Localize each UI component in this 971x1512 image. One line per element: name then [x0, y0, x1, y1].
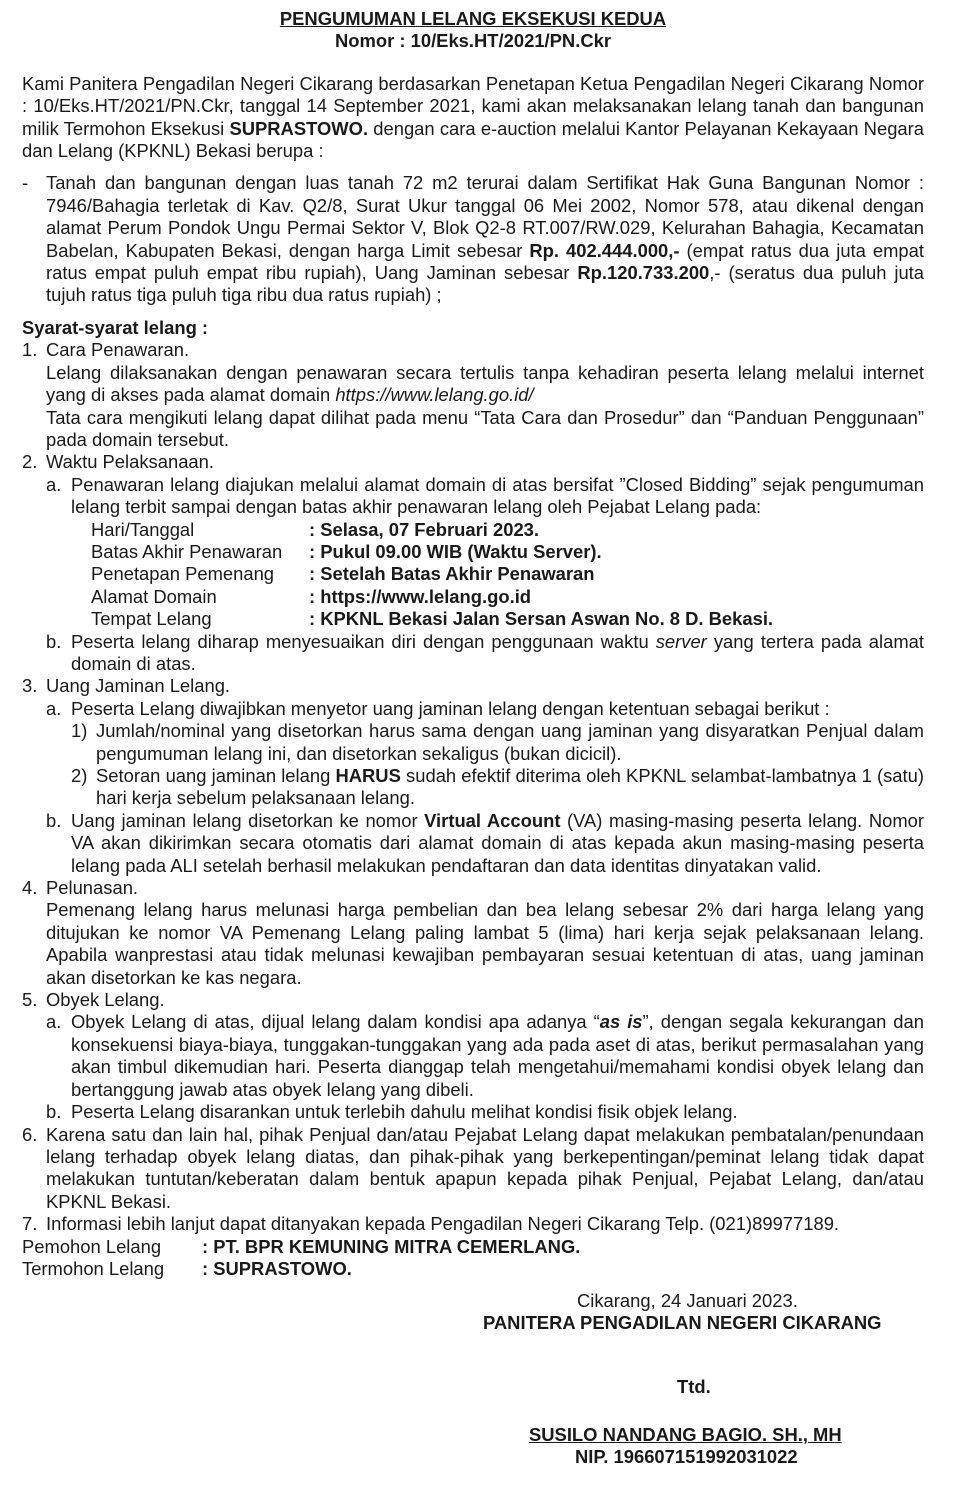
term-4-text: Pemenang lelang harus melunasi harga pembelian dan bea lelang sebesar 2% dari harga lelang yang ditujukan ke nomor VA Pemenang Lelang paling lambat 5 (lima) hari kerja sejak pelaksanaan lelang. Apabila wanprestasi atau tidak melunasi kewajiban pembayaran sesuai ketentuan di atas, uang jaminan akan disetorkan ke kas negara. — [46, 899, 924, 988]
term-5-title: Obyek Lelang. — [46, 989, 165, 1011]
term-2-title: Waktu Pelaksanaan. — [46, 451, 214, 473]
term-7-text: Informasi lebih lanjut dapat ditanyakan kepada Pengadilan Negeri Cikarang Telp. (021)89977189. — [46, 1213, 840, 1235]
term-4-title: Pelunasan. — [46, 877, 139, 899]
term-5a-text: Obyek Lelang di atas, dijual lelang dalam kondisi apa adanya “as is”, dengan segala kekurangan dan konsekuensi biaya-biaya, tunggakan-tunggakan yang ada pada aset di atas, berikut permasalahan yang akan timbul dikemudian hari. Peserta dianggap telah mengetahui/memahami kondisi obyek lelang dan bertanggung jawab atas obyek lelang yang dibeli. — [71, 1011, 924, 1100]
auction-url-link[interactable]: https://www.lelang.go.id/ — [335, 384, 534, 406]
term-4: 4. Pelunasan. Pemenang lelang harus melunasi harga pembelian dan bea lelang sebesar 2% dari harga lelang yang ditujukan ke nomor VA Pemenang Lelang paling lambat 5 (lima) hari kerja sejak pelaksanaan lelang. Apabila wanprestasi atau tidak melunasi kewajiban pembayaran sesuai ketentuan di atas, uang jaminan akan disetorkan ke kas negara. — [22, 877, 924, 988]
term-3a2-text: Setoran uang jaminan lelang HARUS sudah efektif diterima oleh KPKNL selambat-lambatnya 1 (satu) hari kerja sebelum pelaksanaan lelang. — [96, 765, 924, 809]
schedule-row: Tempat Lelang : KPKNL Bekasi Jalan Sersan Aswan No. 8 D. Bekasi. — [91, 608, 774, 630]
document-number: Nomor : 10/Eks.HT/2021/PN.Ckr — [335, 30, 611, 52]
term-7: 7. Informasi lebih lanjut dapat ditanyakan kepada Pengadilan Negeri Cikarang Telp. (021)89977189. — [22, 1213, 924, 1235]
term-3-title: Uang Jaminan Lelang. — [46, 675, 231, 697]
signatory-nip: NIP. 196607151992031022 — [575, 1446, 798, 1468]
schedule-row: Batas Akhir Penawaran : Pukul 09.00 WIB (Waktu Server). — [91, 540, 602, 562]
term-3a1-text: Jumlah/nominal yang disetorkan harus sama dengan uang jaminan yang disyaratkan Penjual dalam pengumuman lelang ini, dan disetorkan sekaligus (bukan dicicil). — [96, 720, 924, 764]
term-3a-text: Peserta Lelang diwajibkan menyetor uang jaminan lelang dengan ketentuan sebagai berikut : — [71, 697, 830, 719]
schedule-row: Penetapan Pemenang : Setelah Batas Akhir Penawaran — [91, 563, 595, 585]
term-6-text: Karena satu dan lain hal, pihak Penjual dan/atau Pejabat Lelang dapat melakukan pembatalan/penundaan lelang terhadap obyek lelang diatas, dan pihak-pihak yang berkepentingan/peminat lelang tidak dapat melakukan tuntutan/keberatan dalam bentuk apapun kepada pihak Penjual, Pejabat Lelang, dan/atau KPKNL Bekasi. — [46, 1123, 924, 1212]
term-1-guide: Tata cara mengikuti lelang dapat dilihat pada menu “Tata Cara dan Prosedur” dan “Panduan Penggunaan” pada domain tersebut. — [46, 406, 924, 450]
place-date: Cikarang, 24 Januari 2023. — [577, 1290, 798, 1312]
term-2a-text: Penawaran lelang diajukan melalui alamat domain di atas bersifat ”Closed Bidding” sejak pengumuman lelang terbit sampai dengan batas akhir penawaran lelang oleh Pejabat Lelang pada: — [71, 473, 924, 518]
term-5b-text: Peserta Lelang disarankan untuk terlebih dahulu melihat kondisi fisik objek lelang. — [71, 1101, 738, 1123]
signature-block — [22, 1290, 924, 1468]
auction-object-item: - Tanah dan bangunan dengan luas tanah 72 m2 terurai dalam Sertifikat Hak Guna Bangunan Nomor : 7946/Bahagia terletak di Kav. Q2/8, Surat Ukur tanggal 06 Mei 2002, Nomor 578, atau dikenal dengan alamat Perum Pondok Ungu Permai Sektor V, Blok Q2-8 RT.007/RW.029, Kelurahan Bahagia, Kecamatan Babelan, Kabupaten Bekasi, dengan harga Limit sebesar Rp. 402.444.000,- (empat ratus dua juta empat ratus empat puluh empat ribu rupiah), Uang Jaminan sebesar Rp.120.733.200,- (seratus dua puluh juta tujuh ratus tiga puluh tiga ribu dua ratus rupiah) ; — [22, 172, 925, 306]
document-title: PENGUMUMAN LELANG EKSEKUSI KEDUA — [279, 8, 667, 29]
signed-mark: Ttd. — [677, 1376, 711, 1398]
term-5: 5. Obyek Lelang. a. Obyek Lelang di atas, dijual lelang dalam kondisi apa adanya “as is”, dengan segala kekurangan dan konsekuensi biaya-biaya, tunggakan-tunggakan yang ada pada aset di atas, berikut permasalahan yang akan timbul dikemudian hari. Peserta dianggap telah mengetahui/memahami kondisi obyek lelang dan bertanggung jawab atas obyek lelang yang dibeli. b. Peserta Lelang disarankan untuk terlebih dahulu melihat kondisi fisik objek lelang. — [22, 989, 924, 1123]
term-2b: b. Peserta lelang diharap menyesuaikan diri dengan penggunaan waktu server yang tertera pada alamat domain di atas. — [46, 630, 924, 674]
schedule-row: Hari/Tanggal : Selasa, 07 Februari 2023. — [91, 518, 540, 540]
schedule-row: Alamat Domain : https://www.lelang.go.id — [91, 585, 532, 607]
term-3: 3. Uang Jaminan Lelang. a. Peserta Lelang diwajibkan menyetor uang jaminan lelang dengan ketentuan sebagai berikut : 1) Jumlah/nominal yang disetorkan harus sama dengan uang jaminan yang disyaratkan Penjual dalam pengumuman lelang ini, dan disetorkan sekaligus (bukan dicicil). 2) Setoran uang jaminan lelang HARUS sudah efektif diterima oleh KPKNL selambat-lambatnya 1 (satu) hari kerja sebelum pelaksanaan lelang. b. Uang jaminan lelang disetorkan ke nomor Virtual Account (VA) masing-masing peserta lelang. Nomor VA akan dikirimkan secara otomatis dari alamat domain di atas kepada akun masing-masing peserta lelang pada ALI setelah berhasil melakukan pendaftaran dan data identitas dinyatakan valid. — [22, 675, 924, 876]
announcement-document — [22, 8, 925, 1468]
term-1: 1. Cara Penawaran. Lelang dilaksanakan dengan penawaran secara tertulis tanpa kehadiran peserta lelang melalui internet yang di akses pada alamat domain https://www.lelang.go.id/ Tata cara mengikuti lelang dapat dilihat pada menu “Tata Cara dan Prosedur” dan “Panduan Penggunaan” pada domain tersebut. — [22, 339, 924, 450]
schedule-table — [22, 519, 924, 631]
term-6: 6. Karena satu dan lain hal, pihak Penjual dan/atau Pejabat Lelang dapat melakukan pembatalan/penundaan lelang terhadap obyek lelang diatas, dan pihak-pihak yang berkepentingan/peminat lelang tidak dapat melakukan tuntutan/keberatan dalam bentuk apapun kepada pihak Penjual, Pejabat Lelang, dan/atau KPKNL Bekasi. — [22, 1123, 924, 1212]
limit-price: Rp. 402.444.000,- — [529, 239, 680, 261]
auction-object-text: Tanah dan bangunan dengan luas tanah 72 m2 terurai dalam Sertifikat Hak Guna Bangunan Nomor : 7946/Bahagia terletak di Kav. Q2/8, Surat Ukur tanggal 06 Mei 2002, Nomor 578, atau dikenal dengan alamat Perum Pondok Ungu Permai Sektor V, Blok Q2-8 RT.007/RW.029, Kelurahan Bahagia, Kecamatan Babelan, Kabupaten Bekasi, dengan harga Limit sebesar Rp. 402.444.000,- (empat ratus dua juta empat ratus empat puluh empat ribu rupiah), Uang Jaminan sebesar Rp.120.733.200,- (seratus dua puluh juta tujuh ratus tiga puluh tiga ribu dua ratus rupiah) ; — [46, 172, 925, 306]
term-2b-text: Peserta lelang diharap menyesuaikan diri dengan penggunaan waktu server yang tertera pada alamat domain di atas. — [71, 630, 924, 674]
term-3b-text: Uang jaminan lelang disetorkan ke nomor Virtual Account (VA) masing-masing peserta lelang. Nomor VA akan dikirimkan secara otomatis dari alamat domain di atas kepada akun masing-masing peserta lelang pada ALI setelah berhasil melakukan pendaftaran dan data identitas dinyatakan valid. — [71, 809, 924, 876]
term-1-title: Cara Penawaran. — [46, 339, 190, 361]
intro-paragraph: Kami Panitera Pengadilan Negeri Cikarang berdasarkan Penetapan Ketua Pengadilan Negeri Cikarang Nomor : 10/Eks.HT/2021/PN.Ckr, tanggal 14 September 2021, kami akan melaksanakan lelang tanah dan bangunan milik Termohon Eksekusi SUPRASTOWO. dengan cara e-auction melalui Kantor Pelayanan Kekayaan Negara dan Lelang (KPKNL) Bekasi berupa : — [22, 72, 924, 162]
respondent-name: SUPRASTOWO. — [229, 117, 369, 139]
term-1-text: Lelang dilaksanakan dengan penawaran secara tertulis tanpa kehadiran peserta lelang melalui internet yang di akses pada alamat domain https://www.lelang.go.id/ — [46, 361, 924, 406]
term-2: 2. Waktu Pelaksanaan. a. Penawaran lelang diajukan melalui alamat domain di atas bersifat ”Closed Bidding” sejak pengumuman lelang terbit sampai dengan batas akhir penawaran lelang oleh Pejabat Lelang pada: — [22, 451, 924, 518]
respondent-row: Termohon Lelang : SUPRASTOWO. — [22, 1257, 352, 1279]
applicant-row: Pemohon Lelang : PT. BPR KEMUNING MITRA CEMERLANG. — [22, 1235, 581, 1257]
terms-heading: Syarat-syarat lelang : — [22, 316, 209, 338]
signatory-name: SUSILO NANDANG BAGIO. SH., MH — [529, 1424, 842, 1446]
signatory-office: PANITERA PENGADILAN NEGERI CIKARANG — [483, 1312, 882, 1334]
deposit-amount: Rp.120.733.200 — [577, 262, 710, 284]
